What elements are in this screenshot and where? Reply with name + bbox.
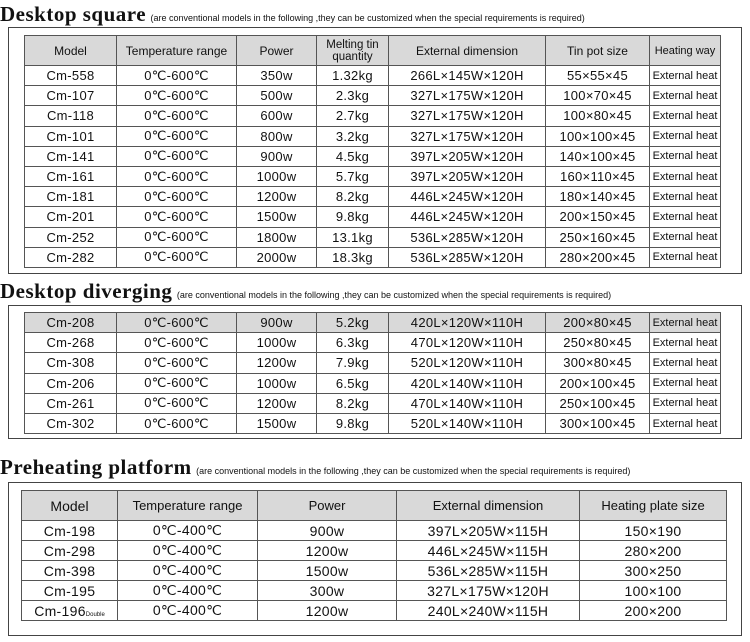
cell-temperature-range: 0℃-600℃ <box>117 373 237 393</box>
table-row <box>25 393 721 413</box>
cell-external-dimension: 327L×175W×120H <box>389 106 546 126</box>
preheating-platform-table <box>21 490 727 621</box>
cell-power: 1500w <box>237 207 317 227</box>
header-tin-pot-size: Tin pot size <box>546 36 650 66</box>
cell-external-dimension: 536L×285W×120H <box>389 247 546 267</box>
header-heating-way: Heating way <box>650 36 721 66</box>
cell-temperature-range: 0℃-600℃ <box>117 166 237 186</box>
cell-temperature-range: 0℃-400℃ <box>118 521 258 541</box>
cell-temperature-range: 0℃-600℃ <box>117 66 237 86</box>
cell-external-dimension: 470L×120W×110H <box>389 333 546 353</box>
header-external-dimension: External dimension <box>389 36 546 66</box>
cell-power: 1200w <box>258 601 397 621</box>
cell-model: Cm-261 <box>25 393 117 413</box>
cell-heating-plate-size: 280×200 <box>580 541 727 561</box>
cell-external-dimension: 420L×120W×110H <box>389 313 546 333</box>
section-note: (are conventional models in the following ,they can be customized when the special requirements is required) <box>150 13 585 23</box>
cell-tin-pot-size: 250×80×45 <box>546 333 650 353</box>
table-row <box>25 413 721 433</box>
table-row <box>25 373 721 393</box>
section-note: (are conventional models in the following ,they can be customized when the special requirements is required) <box>196 466 631 476</box>
header-model: Model <box>25 36 117 66</box>
cell-power: 900w <box>237 146 317 166</box>
cell-heating-plate-size: 200×200 <box>580 601 727 621</box>
table-row <box>25 66 721 86</box>
cell-melting-tin-quantity: 1.32kg <box>317 66 389 86</box>
cell-temperature-range: 0℃-600℃ <box>117 413 237 433</box>
cell-tin-pot-size: 280×200×45 <box>546 247 650 267</box>
table-row <box>25 333 721 353</box>
cell-model: Cm-558 <box>25 66 117 86</box>
cell-external-dimension: 536L×285W×120H <box>389 227 546 247</box>
cell-melting-tin-quantity: 3.2kg <box>317 126 389 146</box>
cell-model: Cm-181 <box>25 187 117 207</box>
header-temperature-range: Temperature range <box>117 36 237 66</box>
cell-temperature-range: 0℃-600℃ <box>117 247 237 267</box>
desktop-square-table <box>24 35 721 268</box>
cell-tin-pot-size: 200×80×45 <box>546 313 650 333</box>
cell-heating-way: External heat <box>650 373 721 393</box>
cell-melting-tin-quantity: 8.2kg <box>317 187 389 207</box>
cell-power: 1000w <box>237 373 317 393</box>
cell-melting-tin-quantity: 2.7kg <box>317 106 389 126</box>
table-row <box>25 313 721 333</box>
cell-heating-way: External heat <box>650 413 721 433</box>
table-row <box>25 187 721 207</box>
cell-heating-way: External heat <box>650 313 721 333</box>
cell-temperature-range: 0℃-600℃ <box>117 207 237 227</box>
cell-temperature-range: 0℃-600℃ <box>117 313 237 333</box>
cell-power: 1000w <box>237 166 317 186</box>
cell-model: Cm-198 <box>22 521 118 541</box>
cell-power: 900w <box>258 521 397 541</box>
cell-heating-plate-size: 100×100 <box>580 581 727 601</box>
cell-model: Cm-118 <box>25 106 117 126</box>
cell-temperature-range: 0℃-400℃ <box>118 541 258 561</box>
cell-tin-pot-size: 140×100×45 <box>546 146 650 166</box>
cell-external-dimension: 327L×175W×120H <box>389 126 546 146</box>
cell-model: Cm-206 <box>25 373 117 393</box>
cell-melting-tin-quantity: 6.5kg <box>317 373 389 393</box>
table-row <box>25 86 721 106</box>
cell-melting-tin-quantity: 13.1kg <box>317 227 389 247</box>
cell-temperature-range: 0℃-600℃ <box>117 353 237 373</box>
cell-temperature-range: 0℃-600℃ <box>117 393 237 413</box>
cell-model: Cm-282 <box>25 247 117 267</box>
cell-model: Cm-141 <box>25 146 117 166</box>
cell-power: 800w <box>237 126 317 146</box>
cell-tin-pot-size: 200×100×45 <box>546 373 650 393</box>
table-row <box>25 353 721 373</box>
table-row <box>22 581 727 601</box>
cell-external-dimension: 240L×240W×115H <box>397 601 580 621</box>
cell-external-dimension: 470L×140W×110H <box>389 393 546 413</box>
cell-power: 600w <box>237 106 317 126</box>
cell-tin-pot-size: 300×100×45 <box>546 413 650 433</box>
cell-melting-tin-quantity: 18.3kg <box>317 247 389 267</box>
table-row <box>22 561 727 581</box>
cell-tin-pot-size: 160×110×45 <box>546 166 650 186</box>
cell-model: Cm-101 <box>25 126 117 146</box>
cell-external-dimension: 520L×120W×110H <box>389 353 546 373</box>
cell-tin-pot-size: 200×150×45 <box>546 207 650 227</box>
header-external-dimension: External dimension <box>397 491 580 521</box>
cell-power: 2000w <box>237 247 317 267</box>
table-row <box>25 227 721 247</box>
section-title: Desktop square <box>0 2 147 26</box>
cell-tin-pot-size: 100×100×45 <box>546 126 650 146</box>
cell-heating-way: External heat <box>650 333 721 353</box>
cell-external-dimension: 327L×175W×120H <box>397 581 580 601</box>
cell-heating-plate-size: 150×190 <box>580 521 727 541</box>
cell-external-dimension: 327L×175W×120H <box>389 86 546 106</box>
cell-external-dimension: 266L×145W×120H <box>389 66 546 86</box>
cell-model: Cm-398 <box>22 561 118 581</box>
cell-heating-way: External heat <box>650 166 721 186</box>
cell-model: Cm-208 <box>25 313 117 333</box>
header-melting-tin-quantity: Melting tin quantity <box>317 36 389 66</box>
double-label: Double <box>85 611 105 618</box>
cell-temperature-range: 0℃-600℃ <box>117 146 237 166</box>
section-title: Preheating platform <box>0 455 192 479</box>
cell-temperature-range: 0℃-600℃ <box>117 187 237 207</box>
cell-model: Cm-298 <box>22 541 118 561</box>
cell-temperature-range: 0℃-400℃ <box>118 601 258 621</box>
cell-heating-plate-size: 300×250 <box>580 561 727 581</box>
header-model: Model <box>22 491 118 521</box>
header-power: Power <box>258 491 397 521</box>
cell-heating-way: External heat <box>650 187 721 207</box>
cell-power: 1200w <box>237 187 317 207</box>
table-row <box>22 601 727 621</box>
cell-external-dimension: 446L×245W×120H <box>389 187 546 207</box>
cell-external-dimension: 397L×205W×115H <box>397 521 580 541</box>
cell-model: Cm-161 <box>25 166 117 186</box>
cell-model: Cm-196Double <box>22 601 118 621</box>
table-row <box>25 247 721 267</box>
cell-heating-way: External heat <box>650 393 721 413</box>
header-temperature-range: Temperature range <box>118 491 258 521</box>
cell-power: 1200w <box>258 541 397 561</box>
section-note: (are conventional models in the following ,they can be customized when the special requirements is required) <box>176 290 612 300</box>
desktop-diverging-heading <box>0 279 611 304</box>
cell-tin-pot-size: 250×160×45 <box>546 227 650 247</box>
header-heating-plate-size: Heating plate size <box>580 491 727 521</box>
desktop-square-heading <box>0 2 585 27</box>
cell-model: Cm-107 <box>25 86 117 106</box>
cell-temperature-range: 0℃-600℃ <box>117 333 237 353</box>
cell-melting-tin-quantity: 8.2kg <box>317 393 389 413</box>
cell-temperature-range: 0℃-600℃ <box>117 106 237 126</box>
cell-tin-pot-size: 100×80×45 <box>546 106 650 126</box>
cell-temperature-range: 0℃-600℃ <box>117 126 237 146</box>
cell-power: 1200w <box>237 393 317 413</box>
cell-heating-way: External heat <box>650 227 721 247</box>
cell-external-dimension: 520L×140W×110H <box>389 413 546 433</box>
cell-temperature-range: 0℃-600℃ <box>117 86 237 106</box>
cell-external-dimension: 536L×285W×115H <box>397 561 580 581</box>
cell-power: 300w <box>258 581 397 601</box>
cell-power: 1800w <box>237 227 317 247</box>
table-header-row <box>22 491 727 521</box>
cell-external-dimension: 397L×205W×120H <box>389 166 546 186</box>
table-row <box>25 146 721 166</box>
cell-heating-way: External heat <box>650 66 721 86</box>
cell-heating-way: External heat <box>650 353 721 373</box>
desktop-diverging-table <box>24 312 721 434</box>
cell-heating-way: External heat <box>650 106 721 126</box>
table-row <box>22 541 727 561</box>
cell-tin-pot-size: 180×140×45 <box>546 187 650 207</box>
table-header-row <box>25 36 721 66</box>
cell-model: Cm-252 <box>25 227 117 247</box>
header-power: Power <box>237 36 317 66</box>
cell-temperature-range: 0℃-400℃ <box>118 581 258 601</box>
cell-heating-way: External heat <box>650 126 721 146</box>
cell-power: 900w <box>237 313 317 333</box>
cell-heating-way: External heat <box>650 247 721 267</box>
cell-model: Cm-302 <box>25 413 117 433</box>
cell-temperature-range: 0℃-400℃ <box>118 561 258 581</box>
cell-tin-pot-size: 55×55×45 <box>546 66 650 86</box>
cell-melting-tin-quantity: 9.8kg <box>317 413 389 433</box>
cell-tin-pot-size: 250×100×45 <box>546 393 650 413</box>
cell-model: Cm-308 <box>25 353 117 373</box>
cell-external-dimension: 446L×245W×115H <box>397 541 580 561</box>
cell-power: 1000w <box>237 333 317 353</box>
cell-external-dimension: 420L×140W×110H <box>389 373 546 393</box>
table-row <box>25 166 721 186</box>
table-row <box>22 521 727 541</box>
cell-melting-tin-quantity: 4.5kg <box>317 146 389 166</box>
table-row <box>25 106 721 126</box>
table-row <box>25 126 721 146</box>
cell-heating-way: External heat <box>650 146 721 166</box>
cell-melting-tin-quantity: 5.2kg <box>317 313 389 333</box>
cell-heating-way: External heat <box>650 207 721 227</box>
cell-melting-tin-quantity: 7.9kg <box>317 353 389 373</box>
cell-power: 1200w <box>237 353 317 373</box>
cell-external-dimension: 397L×205W×120H <box>389 146 546 166</box>
cell-tin-pot-size: 300×80×45 <box>546 353 650 373</box>
preheating-platform-heading <box>0 455 630 480</box>
cell-model: Cm-268 <box>25 333 117 353</box>
cell-model: Cm-195 <box>22 581 118 601</box>
cell-power: 350w <box>237 66 317 86</box>
cell-power: 1500w <box>237 413 317 433</box>
section-title: Desktop diverging <box>0 279 173 303</box>
cell-melting-tin-quantity: 5.7kg <box>317 166 389 186</box>
table-row <box>25 207 721 227</box>
cell-melting-tin-quantity: 9.8kg <box>317 207 389 227</box>
cell-melting-tin-quantity: 6.3kg <box>317 333 389 353</box>
cell-model: Cm-201 <box>25 207 117 227</box>
cell-power: 1500w <box>258 561 397 581</box>
cell-temperature-range: 0℃-600℃ <box>117 227 237 247</box>
cell-heating-way: External heat <box>650 86 721 106</box>
cell-tin-pot-size: 100×70×45 <box>546 86 650 106</box>
cell-power: 500w <box>237 86 317 106</box>
cell-melting-tin-quantity: 2.3kg <box>317 86 389 106</box>
cell-external-dimension: 446L×245W×120H <box>389 207 546 227</box>
